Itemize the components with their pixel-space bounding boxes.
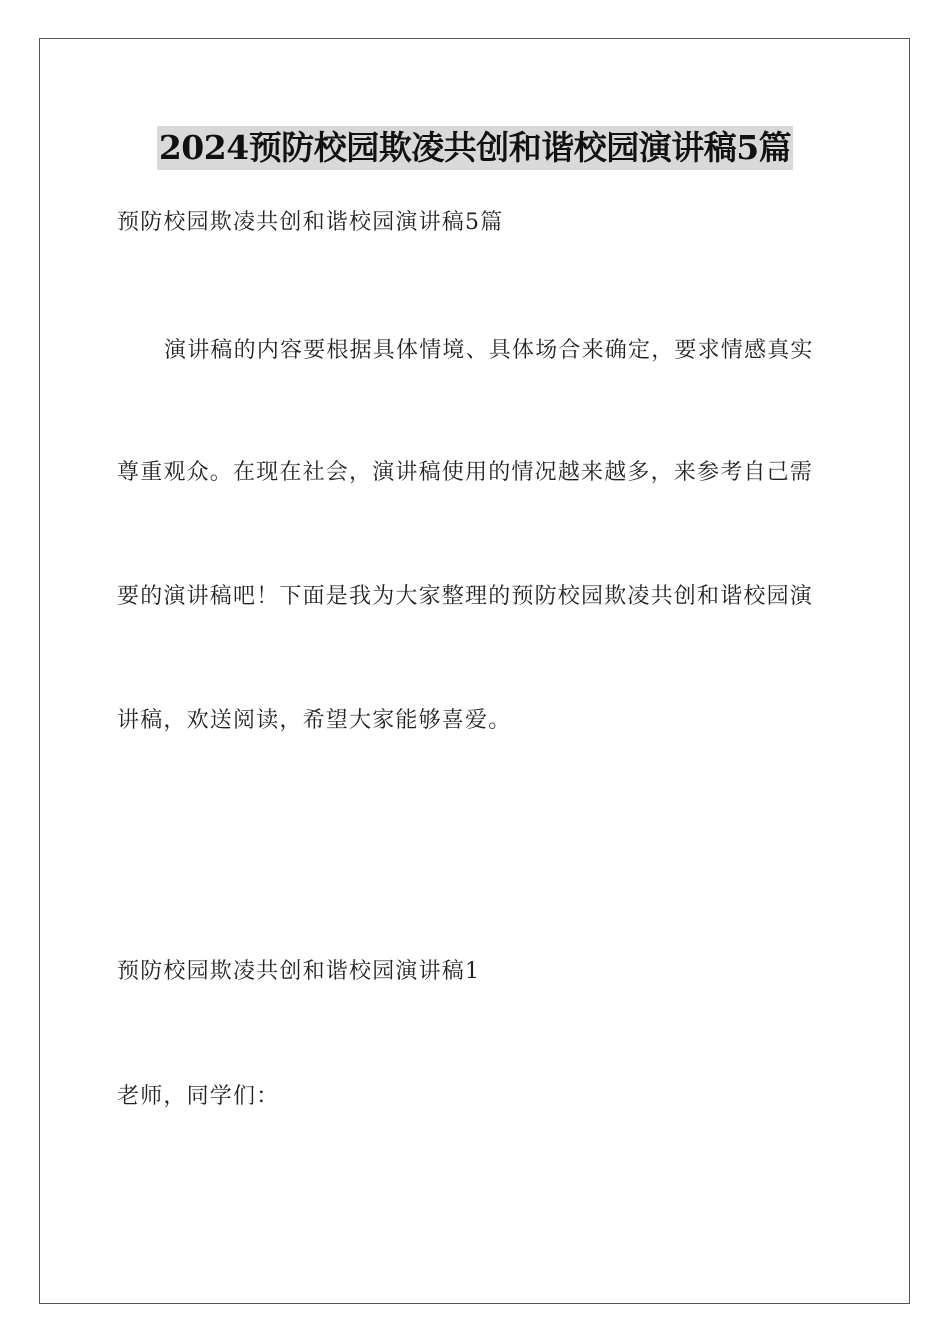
document-subtitle: 预防校园欺凌共创和谐校园演讲稿5篇 (117, 210, 504, 235)
intro-paragraph-line-2: 尊重观众。在现在社会，演讲稿使用的情况越来越多，来参考自己需 (117, 460, 814, 485)
document-title-block (0, 126, 950, 170)
document-title: 2024预防校园欺凌共创和谐校园演讲稿5篇 (157, 126, 793, 170)
greeting: 老师，同学们： (117, 1084, 280, 1109)
intro-paragraph-line-3: 要的演讲稿吧！下面是我为大家整理的预防校园欺凌共创和谐校园演 (117, 584, 814, 609)
intro-paragraph-line-1: 演讲稿的内容要根据具体情境、具体场合来确定，要求情感真实 (164, 338, 814, 363)
section-heading: 预防校园欺凌共创和谐校园演讲稿1 (117, 959, 481, 984)
intro-paragraph-line-4: 讲稿，欢送阅读，希望大家能够喜爱。 (117, 708, 512, 733)
